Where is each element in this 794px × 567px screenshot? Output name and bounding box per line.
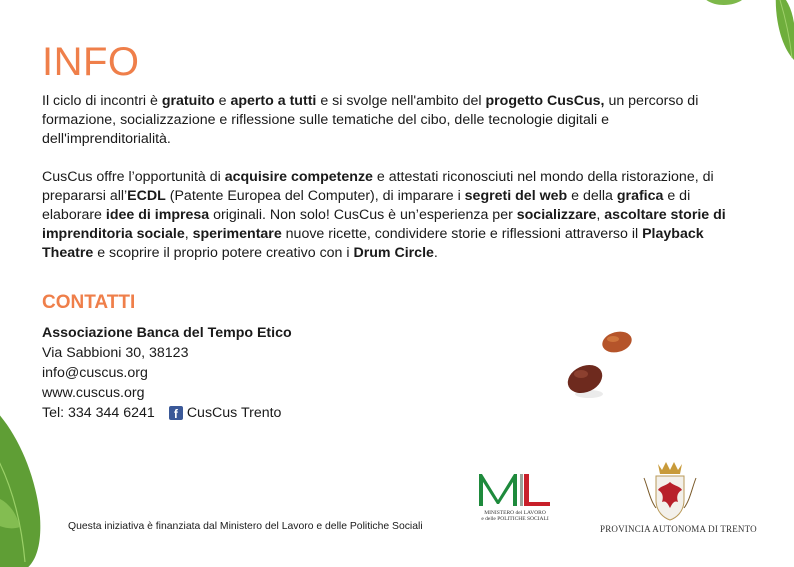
text-segment: . bbox=[433, 245, 438, 261]
text-segment: , bbox=[596, 207, 605, 223]
province-logo bbox=[600, 460, 757, 538]
text-segment: (Patente Europea del Computer), di imparare i bbox=[165, 188, 465, 204]
bold-text-segment: grafica bbox=[616, 188, 664, 204]
text-segment: Il ciclo di incontri è bbox=[42, 93, 162, 109]
bold-text-segment: Drum Circle bbox=[353, 245, 434, 261]
text-segment: CusCus offre l’opportunità di bbox=[42, 169, 225, 185]
text-segment: un percorso di formazione, socializzazione e riflessione sulle tematiche del cibo, delle tecnologie digitali e dell'imprenditorialità. bbox=[42, 93, 699, 147]
text-segment: e della bbox=[567, 188, 617, 204]
funding-notice: Questa iniziativa è finanziata dal Ministero del Lavoro e delle Politiche Sociali bbox=[68, 521, 423, 532]
bold-text-segment: segreti del web bbox=[464, 188, 568, 204]
bold-text-segment: acquisire competenze bbox=[224, 169, 373, 185]
facebook-link[interactable]: CusCus Trento bbox=[186, 405, 282, 421]
description-paragraph bbox=[42, 168, 732, 263]
leaf-decoration-top-right bbox=[694, 0, 794, 75]
email-link[interactable]: info@cuscus.org bbox=[42, 365, 148, 381]
text-segment: e scoprire il proprio potere creativo con i bbox=[93, 245, 354, 261]
ministry-caption-line2: e delle POLITICHE SOCIALI bbox=[481, 516, 549, 522]
contacts-block bbox=[42, 323, 292, 423]
ministry-caption-line1: MINISTERO del LAVORO bbox=[484, 510, 546, 516]
intro-paragraph bbox=[42, 92, 732, 149]
bold-text-segment: idee di impresa bbox=[105, 207, 210, 223]
bold-text-segment: ECDL bbox=[127, 188, 166, 204]
bold-text-segment: Playback Theatre bbox=[42, 226, 704, 261]
province-caption: PROVINCIA AUTONOMA DI TRENTO bbox=[600, 524, 757, 534]
text-segment: originali. Non solo! CusCus è un’esperienza per bbox=[209, 207, 517, 223]
page-title: INFO bbox=[42, 40, 140, 84]
phone-number: Tel: 334 344 6241 bbox=[42, 405, 155, 421]
organization-name: Associazione Banca del Tempo Etico bbox=[42, 325, 292, 341]
contacts-heading: CONTATTI bbox=[42, 292, 136, 313]
address: Via Sabbioni 30, 38123 bbox=[42, 345, 189, 361]
text-segment: e bbox=[214, 93, 231, 109]
facebook-icon[interactable]: f bbox=[169, 406, 183, 420]
text-segment: , bbox=[184, 226, 193, 242]
raisins-image bbox=[555, 322, 645, 407]
text-segment: e attestati riconosciuti nel mondo della ristorazione, di prepararsi all’ bbox=[42, 169, 714, 204]
bold-text-segment: socializzare bbox=[516, 207, 597, 223]
text-segment: e di elaborare bbox=[42, 188, 691, 223]
trento-coat-of-arms bbox=[600, 460, 740, 522]
bold-text-segment: sperimentare bbox=[192, 226, 282, 242]
bold-text-segment: ascoltare storie di imprenditoria sociale bbox=[42, 207, 726, 242]
bold-text-segment: gratuito bbox=[161, 93, 215, 109]
ministry-logo-mark bbox=[476, 470, 554, 508]
ministry-logo bbox=[476, 470, 554, 538]
ministry-caption bbox=[476, 510, 554, 522]
bold-text-segment: aperto a tutti bbox=[230, 93, 317, 109]
text-segment: nuove ricette, condividere storie e riflessioni attraverso il bbox=[281, 226, 643, 242]
bold-text-segment: progetto CusCus, bbox=[485, 93, 605, 109]
website-link[interactable]: www.cuscus.org bbox=[42, 385, 145, 401]
text-segment: e si svolge nell'ambito del bbox=[316, 93, 486, 109]
